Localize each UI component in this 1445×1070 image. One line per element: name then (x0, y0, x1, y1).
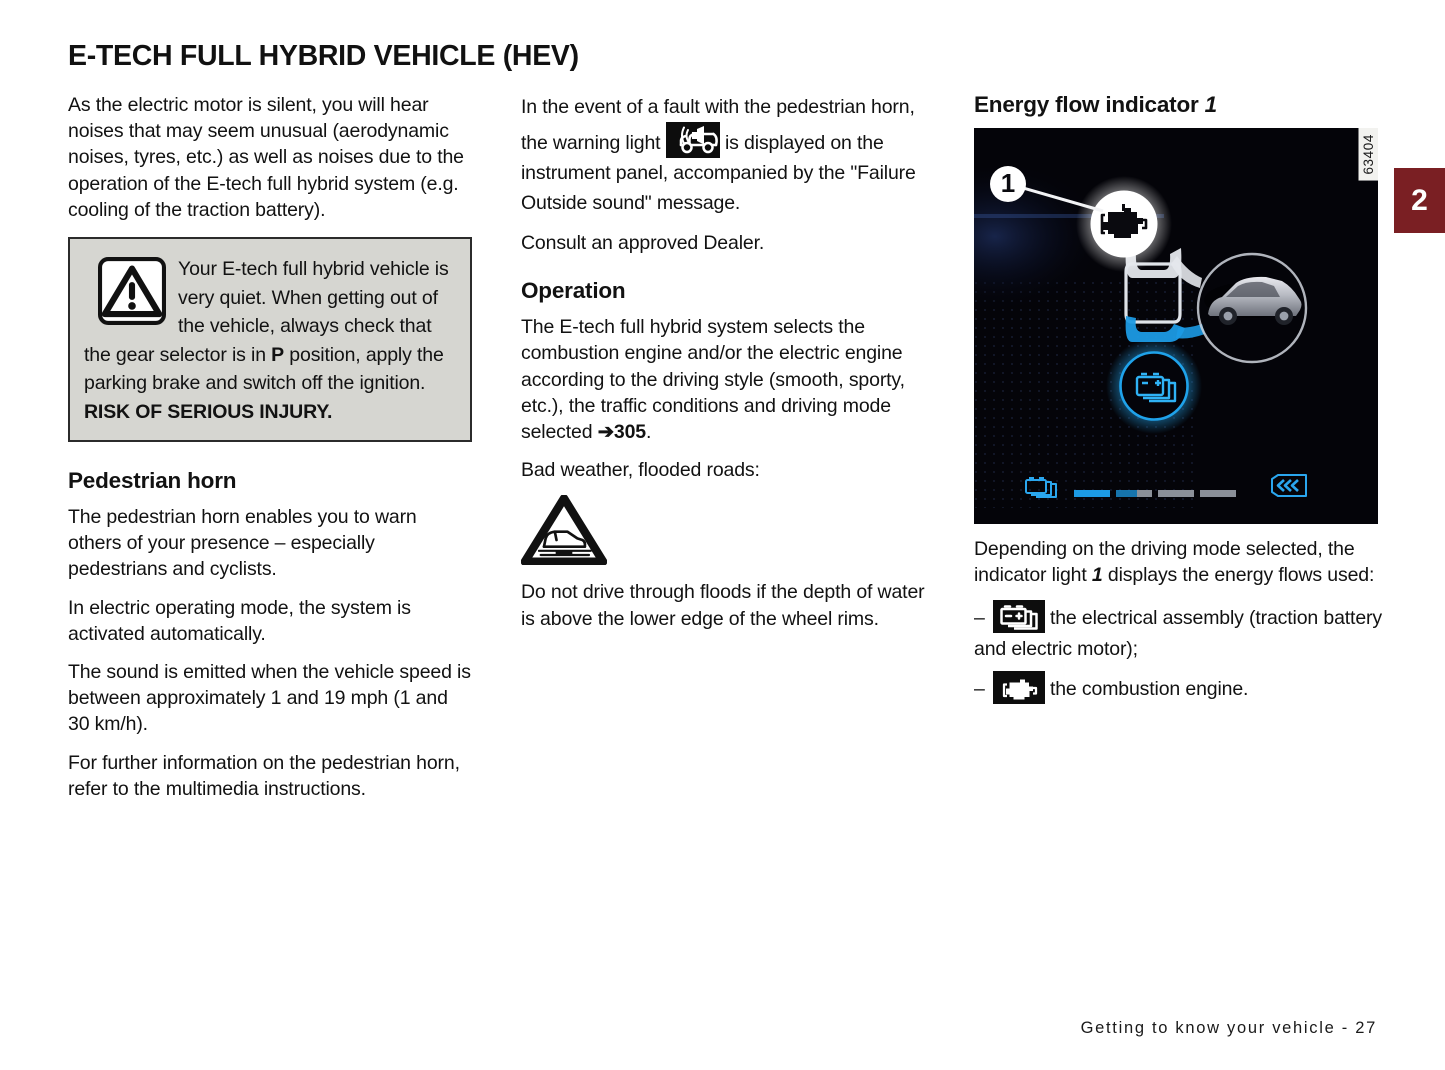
warning-box (68, 237, 472, 442)
combustion-engine-icon (1076, 176, 1172, 272)
page-title: E-TECH FULL HYBRID VEHICLE (HEV) (68, 40, 579, 72)
energy-flow-desc-before: Depending on the driving mode selected, the indicator light (974, 538, 1355, 587)
warning-gear-p: P (271, 343, 285, 366)
combustion-engine-icon (993, 671, 1045, 704)
bad-weather-label: Bad weather, flooded roads: (521, 459, 760, 482)
chapter-tab: 2 (1394, 168, 1445, 233)
list-dash: – (974, 607, 985, 630)
energy-flow-desc-ref: 1 (1091, 564, 1103, 587)
energy-flow-desc-after: displays the energy flows used: (1102, 564, 1375, 587)
traction-battery-icon (1106, 338, 1202, 434)
battery-stack-icon (993, 600, 1045, 633)
energy-flow-item-battery-text: the electrical assembly (traction battery and electric motor); (974, 607, 1382, 661)
consult-dealer-paragraph: Consult an approved Dealer. (521, 232, 765, 254)
pedestrian-horn-paragraph-3: The sound is emitted when the vehicle speed is between approximately 1 and 19 mph (1 and 30 km/h). (68, 661, 471, 736)
column-left (68, 92, 472, 814)
warning-text-part1: Your E-tech full hybrid vehicle is very quiet. When getting out of the vehicle, always check that the gear selector is in (84, 258, 449, 366)
three-column-layout (68, 92, 1382, 972)
energy-flow-description (974, 536, 1386, 588)
pedestrian-horn-heading: Pedestrian horn (68, 468, 237, 494)
pedestrian-horn-warning-icon (666, 122, 720, 158)
intro-paragraph: As the electric motor is silent, you will hear noises that may seem unusual (aerodynamic noises, tyres, etc.) as well as noises due to the operation of the E-tech full hybrid system (e.g. cooling of the traction battery). (68, 94, 464, 221)
pedestrian-horn-paragraph-4: For further information on the pedestrian horn, refer to the multimedia instructions. (68, 751, 460, 800)
pedestrian-horn-paragraph-2: In electric operating mode, the system is activated automatically. (68, 596, 411, 645)
operation-text-after-ref: . (646, 421, 652, 444)
energy-flow-item-engine (974, 671, 1386, 705)
svg-text:1: 1 (1000, 168, 1016, 198)
figure-reference-number: 63404 (1359, 128, 1379, 181)
operation-paragraph (521, 314, 925, 445)
fault-text-before-icon: In the event of a fault with the pedestrian horn, the warning light (521, 96, 915, 154)
flood-warning-triangle-icon (521, 495, 607, 565)
energy-flow-item-engine-text: the combustion engine. (1044, 678, 1249, 701)
warning-text-part2: position, apply the parking brake and switch off the ignition. (84, 343, 444, 395)
operation-heading: Operation (521, 278, 626, 304)
energy-flow-heading (974, 92, 1386, 118)
page-ref-number: 305 (613, 421, 646, 444)
operation-text-before-ref: The E-tech full hybrid system selects the combustion engine and/or the electric engine according to the driving style (smooth, sporty, etc.), the traffic conditions and driving mode selected (521, 316, 905, 444)
fault-paragraph (521, 92, 925, 218)
energy-flow-item-battery (974, 600, 1386, 665)
list-dash: – (974, 678, 985, 701)
pedestrian-horn-paragraph-1: The pedestrian horn enables you to warn others of your presence – especially pedestrians and cyclists. (68, 506, 417, 581)
warning-triangle-icon (98, 257, 166, 325)
page-ref-arrow-icon: ➔ (597, 421, 614, 444)
energy-flow-heading-ref: 1 (1204, 92, 1217, 117)
page-footer: Getting to know your vehicle - 27 (1080, 1019, 1377, 1037)
flood-warning-text: Do not drive through floods if the depth of water is above the lower edge of the wheel rims. (521, 581, 925, 630)
column-middle (521, 92, 925, 644)
energy-flow-figure (974, 128, 1378, 524)
warning-risk-text: RISK OF SERIOUS INJURY. (84, 400, 333, 423)
column-right (974, 92, 1386, 711)
energy-flow-diagram (974, 128, 1378, 524)
fault-text-after-icon: is displayed on the instrument panel, accompanied by the "Failure Outside sound" message. (521, 132, 916, 214)
energy-flow-heading-text: Energy flow indicator (974, 92, 1205, 117)
